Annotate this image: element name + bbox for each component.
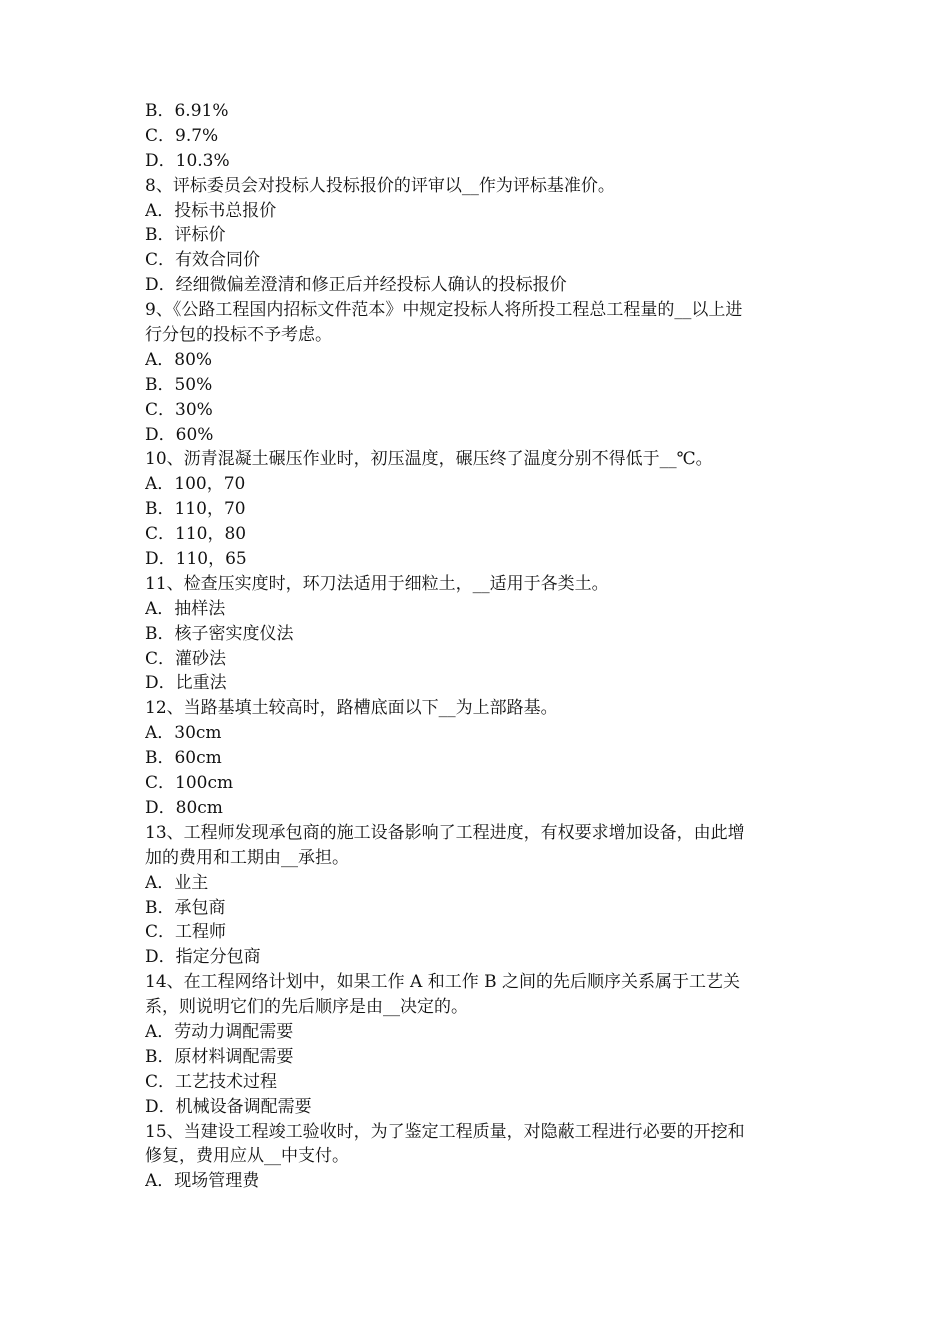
question-text: 15、当建设工程竣工验收时，为了鉴定工程质量，对隐蔽工程进行必要的开挖和 — [145, 1121, 745, 1142]
answer-option: D．经细微偏差澄清和修正后并经投标人确认的投标报价 — [145, 275, 567, 296]
answer-option: D．80cm — [145, 797, 223, 818]
answer-option: A．抽样法 — [145, 598, 226, 619]
answer-option: C．有效合同价 — [145, 250, 261, 271]
answer-option: A．现场管理费 — [145, 1171, 260, 1192]
answer-option: C．9.7% — [145, 125, 219, 146]
answer-option: D．比重法 — [145, 673, 227, 694]
answer-option: D．110，65 — [145, 549, 247, 570]
answer-option: D．10.3% — [145, 150, 230, 171]
answer-option: C．30% — [145, 399, 213, 420]
answer-option: B．60cm — [145, 748, 222, 769]
question-text: 10、沥青混凝土碾压作业时，初压温度，碾压终了温度分别不得低于__℃。 — [145, 449, 713, 470]
question-text: 行分包的投标不予考虑。 — [145, 325, 332, 346]
question-text: 系，则说明它们的先后顺序是由__决定的。 — [145, 997, 468, 1018]
answer-option: A．30cm — [145, 723, 222, 744]
answer-option: A．80% — [145, 349, 213, 370]
answer-option: A．投标书总报价 — [145, 200, 277, 221]
document-body — [145, 99, 810, 1194]
answer-option: B．核子密实度仪法 — [145, 623, 294, 644]
question-text: 14、在工程网络计划中，如果工作 A 和工作 B 之间的先后顺序关系属于工艺关 — [145, 972, 741, 993]
answer-option: A．100，70 — [145, 474, 246, 495]
answer-option: C．工程师 — [145, 922, 227, 943]
question-text: 12、当路基填土较高时，路槽底面以下__为上部路基。 — [145, 698, 558, 719]
question-text: 9、《公路工程国内招标文件范本》中规定投标人将所投工程总工程量的__以上进 — [145, 300, 743, 321]
answer-option: D．指定分包商 — [145, 947, 261, 968]
answer-option: D．机械设备调配需要 — [145, 1096, 312, 1117]
answer-option: B．评标价 — [145, 225, 226, 246]
answer-option: B．110，70 — [145, 499, 246, 520]
question-text: 13、工程师发现承包商的施工设备影响了工程进度，有权要求增加设备，由此增 — [145, 822, 745, 843]
answer-option: C．100cm — [145, 773, 234, 794]
answer-option: C．110，80 — [145, 524, 247, 545]
question-text: 11、检查压实度时，环刀法适用于细粒土，__适用于各类土。 — [145, 573, 609, 594]
answer-option: A．业主 — [145, 872, 209, 893]
question-text: 8、评标委员会对投标人投标报价的评审以__作为评标基准价。 — [145, 175, 615, 196]
answer-option: B．原材料调配需要 — [145, 1046, 294, 1067]
answer-option: B．50% — [145, 374, 213, 395]
answer-option: A．劳动力调配需要 — [145, 1021, 294, 1042]
question-text: 修复，费用应从__中支付。 — [145, 1146, 349, 1167]
answer-option: D．60% — [145, 424, 214, 445]
answer-option: B．6.91% — [145, 101, 229, 121]
question-text: 加的费用和工期由__承担。 — [145, 847, 349, 868]
answer-option: C．灌砂法 — [145, 648, 227, 669]
answer-option: B．承包商 — [145, 897, 226, 918]
answer-option: C．工艺技术过程 — [145, 1071, 278, 1092]
